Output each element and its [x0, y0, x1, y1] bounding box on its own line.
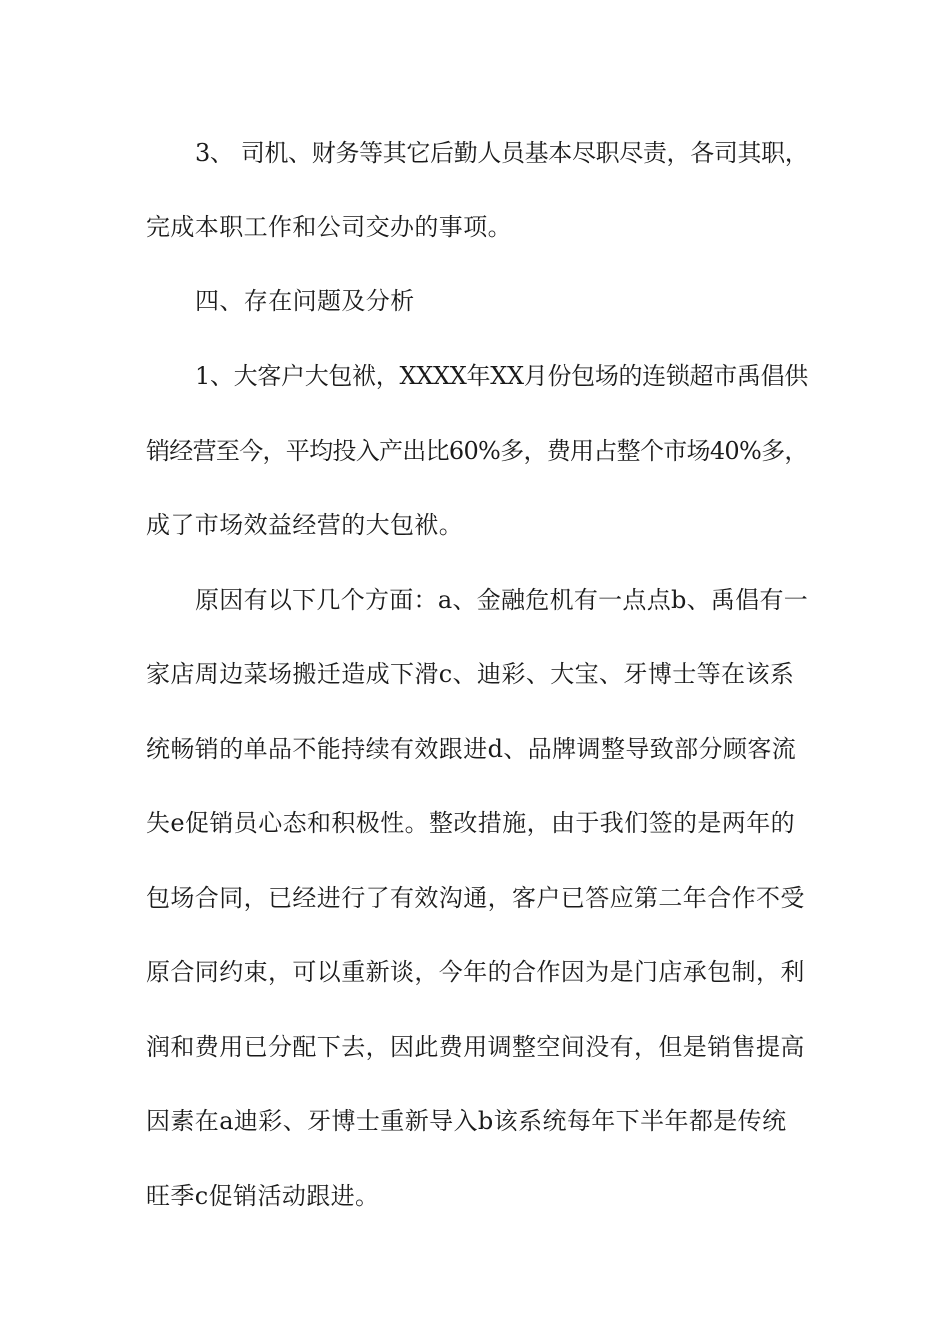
- section-heading: 四、存在问题及分析: [195, 287, 415, 315]
- paragraph-line: 原因有以下几个方面：a、金融危机有一点点b、禹倡有一: [195, 586, 809, 614]
- paragraph-line: 成了市场效益经营的大包袱。: [146, 511, 464, 539]
- paragraph-line: 1、大客户大包袱，XXXX年XX月份包场的连锁超市禹倡供: [195, 362, 808, 390]
- paragraph-line: 统畅销的单品不能持续有效跟进d、品牌调整导致部分顾客流: [146, 735, 797, 763]
- paragraph-line: 旺季c促销活动跟进。: [146, 1182, 380, 1210]
- paragraph-line: 完成本职工作和公司交办的事项。: [146, 213, 512, 241]
- paragraph-line: 3、 司机、财务等其它后勤人员基本尽职尽责，各司其职，: [195, 139, 809, 167]
- paragraph-line: 销经营至今，平均投入产出比60%多，费用占整个市场40%多，: [146, 437, 808, 465]
- paragraph-line: 包场合同，已经进行了有效沟通，客户已答应第二年合作不受: [146, 884, 805, 912]
- paragraph-line: 润和费用已分配下去，因此费用调整空间没有，但是销售提高: [146, 1033, 805, 1061]
- paragraph-line: 因素在a迪彩、牙博士重新导入b该系统每年下半年都是传统: [146, 1107, 787, 1135]
- paragraph-line: 家店周边菜场搬迁造成下滑c、迪彩、大宝、牙博士等在该系: [146, 660, 795, 688]
- paragraph-line: 失e促销员心态和积极性。整改措施，由于我们签的是两年的: [146, 809, 796, 837]
- paragraph-line: 原合同约束，可以重新谈，今年的合作因为是门店承包制，利: [146, 958, 805, 986]
